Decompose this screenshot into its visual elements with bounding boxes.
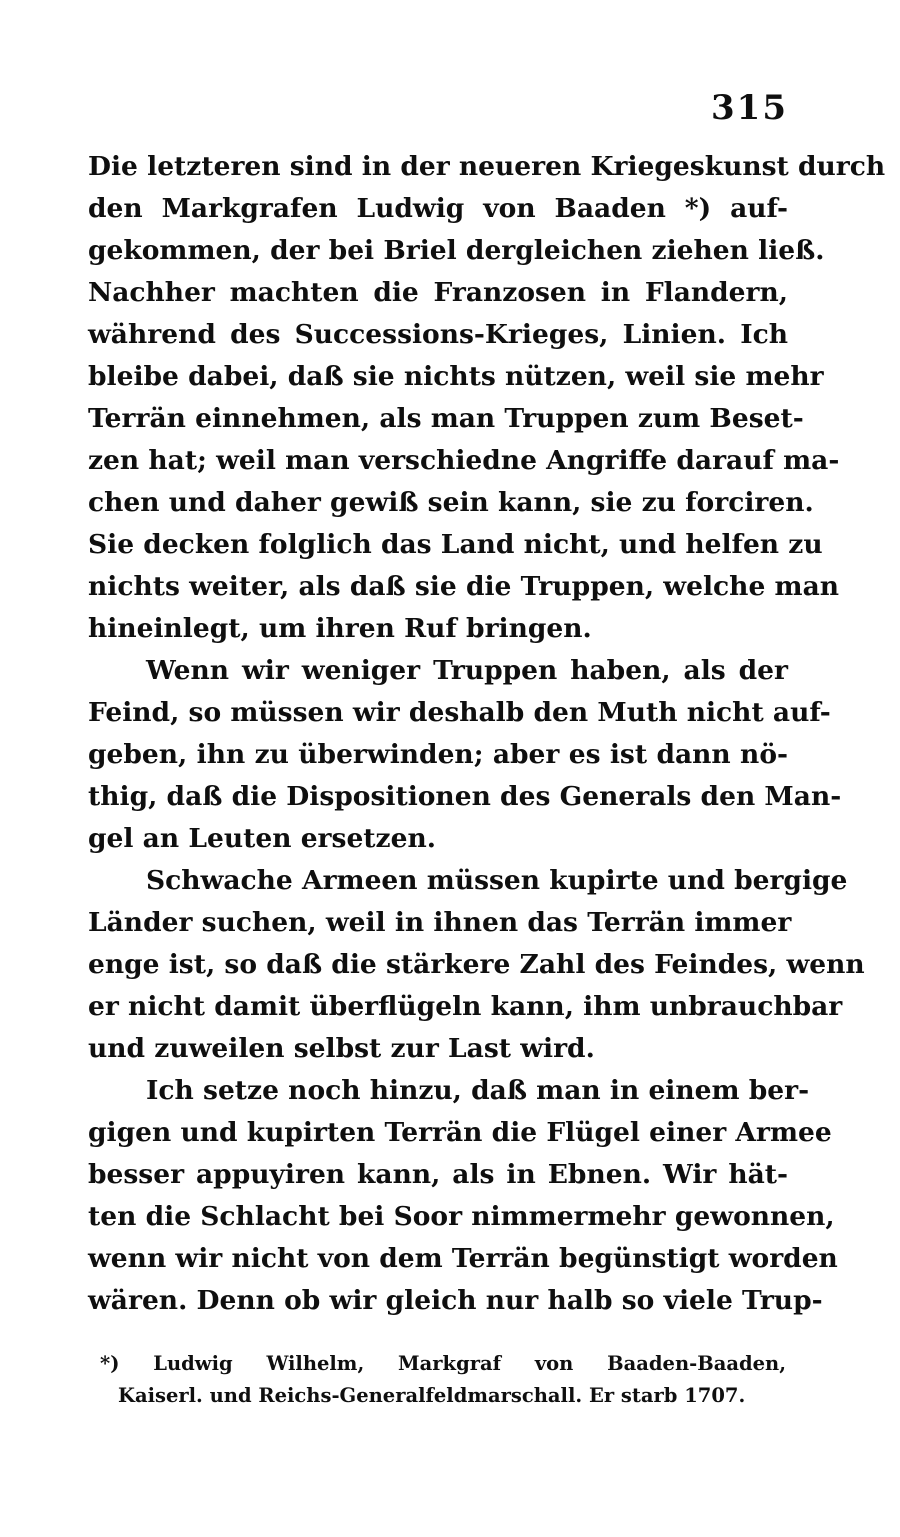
text-line: während des Successions-Krieges, Linien. Ich: [88, 319, 788, 350]
text-line: gekommen, der bei Briel dergleichen ziehen ließ.: [88, 235, 825, 266]
text-line: zen hat; weil man verschiedne Angriffe darauf ma-: [88, 445, 840, 476]
paragraph-1: [88, 146, 886, 650]
text-line: Sie decken folglich das Land nicht, und helfen zu: [88, 529, 823, 560]
text-line: geben, ihn zu überwinden; aber es ist dann nö-: [88, 739, 788, 770]
paragraph-3: [88, 860, 865, 1070]
text-line: Die letzteren sind in der neueren Kriegeskunst durch: [88, 151, 886, 182]
text-line: besser appuyiren kann, als in Ebnen. Wir hät-: [88, 1159, 788, 1190]
text-line: thig, daß die Dispositionen des Generals den Man-: [88, 781, 842, 812]
text-line: wenn wir nicht von dem Terrän begünstigt worden: [88, 1243, 838, 1274]
text-line: gel an Leuten ersetzen.: [88, 823, 436, 854]
text-line: Nachher machten die Franzosen in Flandern,: [88, 277, 788, 308]
text-line: Ich setze noch hinzu, daß man in einem ber-: [146, 1075, 810, 1106]
text-line: nichts weiter, als daß sie die Truppen, welche man: [88, 571, 840, 602]
text-line: gigen und kupirten Terrän die Flügel einer Armee: [88, 1117, 832, 1148]
text-line: enge ist, so daß die stärkere Zahl des Feindes, wenn: [88, 949, 865, 980]
text-line: Schwache Armeen müssen kupirte und bergige: [146, 865, 848, 896]
footnote: [100, 1348, 786, 1412]
paragraph-4: [88, 1070, 838, 1322]
body-text: [88, 146, 886, 1322]
text-line: Länder suchen, weil in ihnen das Terrän immer: [88, 907, 792, 938]
text-line: Terrän einnehmen, als man Truppen zum Beset-: [88, 403, 804, 434]
text-line: bleibe dabei, daß sie nichts nützen, weil sie mehr: [88, 361, 824, 392]
text-line: chen und daher gewiß sein kann, sie zu forciren.: [88, 487, 814, 518]
text-line: und zuweilen selbst zur Last wird.: [88, 1033, 595, 1064]
footnote-line: *) Ludwig Wilhelm, Markgraf von Baaden-Baaden,: [100, 1352, 786, 1375]
text-line: er nicht damit überflügeln kann, ihm unbrauchbar: [88, 991, 843, 1022]
footnote-line: Kaiserl. und Reichs-Generalfeldmarschall. Er starb 1707.: [118, 1384, 746, 1407]
text-line: hineinlegt, um ihren Ruf bringen.: [88, 613, 592, 644]
text-line: den Markgrafen Ludwig von Baaden *) auf-: [88, 193, 788, 224]
paragraph-2: [88, 650, 842, 860]
text-line: ten die Schlacht bei Soor nimmermehr gewonnen,: [88, 1201, 835, 1232]
page-number: 315: [711, 88, 788, 128]
text-line: Wenn wir weniger Truppen haben, als der: [146, 655, 788, 686]
text-line: wären. Denn ob wir gleich nur halb so viele Trup-: [88, 1285, 823, 1316]
text-line: Feind, so müssen wir deshalb den Muth nicht auf-: [88, 697, 831, 728]
